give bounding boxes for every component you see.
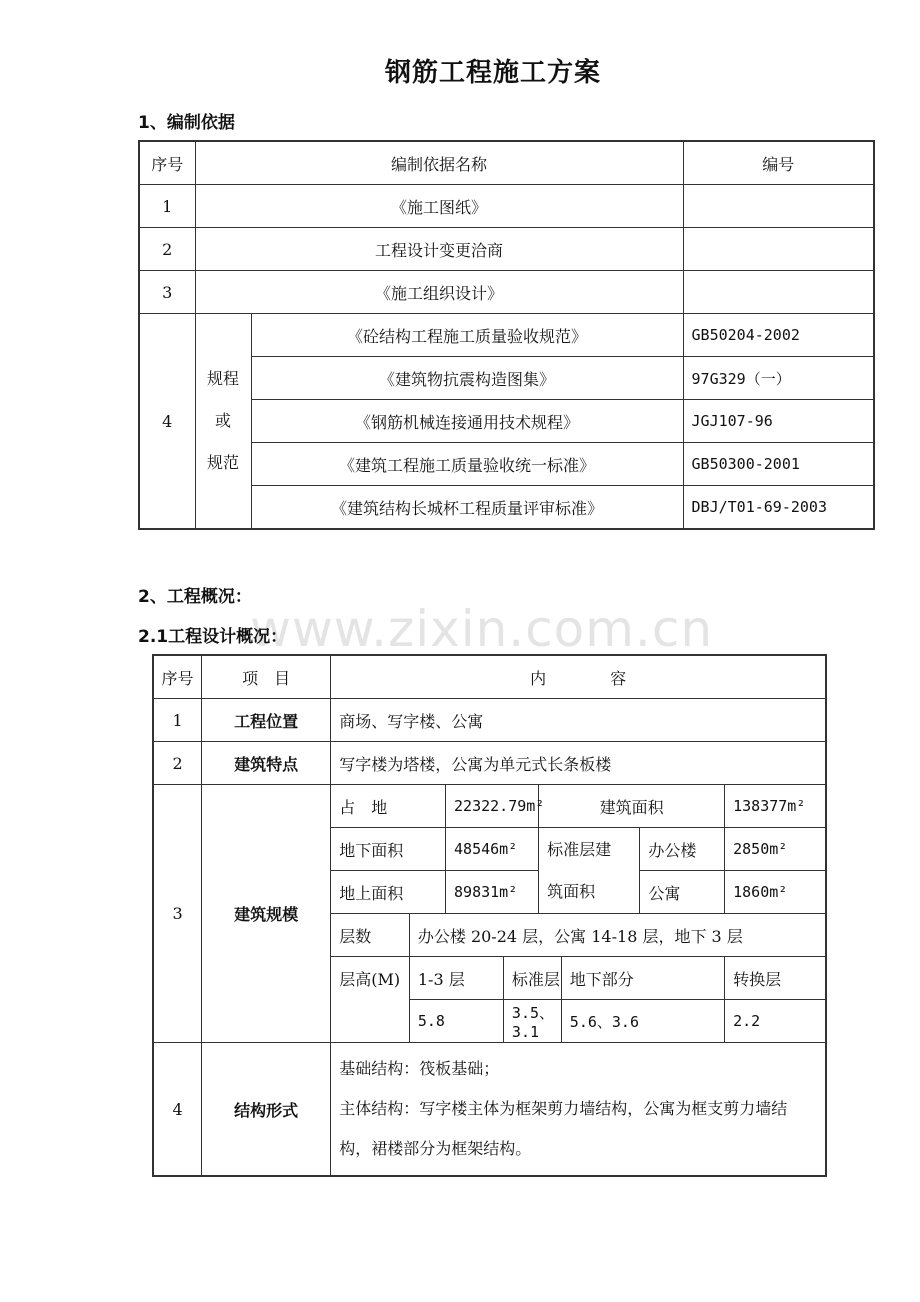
table-row: [153, 1043, 826, 1177]
above-ground-area-value: 89831m²: [446, 871, 539, 914]
row-name: 《钢筋机械连接通用技术规程》: [251, 400, 683, 443]
row-name: 《施工图纸》: [195, 185, 683, 228]
apartment-label: 公寓: [640, 871, 725, 914]
row-content: 写字楼为塔楼，公寓为单元式长条板楼: [331, 742, 826, 785]
floor-height-label: 层高(M): [331, 957, 410, 1043]
office-value: 2850m²: [725, 828, 826, 871]
group-label: [195, 314, 251, 530]
section-2-heading: 2、工程概况：: [138, 587, 252, 607]
row-item: 建筑规模: [202, 785, 331, 1043]
office-label: 办公楼: [640, 828, 725, 871]
row-no: 1: [139, 185, 195, 228]
table-row: [153, 699, 826, 742]
table-row: [139, 185, 874, 228]
row-code: [683, 185, 874, 228]
underground-area-label: 地下面积: [331, 828, 446, 871]
floors-value: 办公楼 20-24 层，公寓 14-18 层，地下 3 层: [409, 914, 826, 957]
table-header-row: [139, 141, 874, 185]
above-ground-area-label: 地上面积: [331, 871, 446, 914]
header-item: 项 目: [202, 655, 331, 699]
group-label-line: 或: [214, 411, 231, 430]
watermark: www.zixin.com.cn: [250, 600, 714, 658]
row-code: JGJ107-96: [683, 400, 874, 443]
site-area-label: 占 地: [331, 785, 446, 828]
row-code: DBJ/T01-69-2003: [683, 486, 874, 530]
standard-floor-label-line: 筑面积: [547, 881, 596, 901]
row-code: 97G329（一）: [683, 357, 874, 400]
row-name: 《建筑工程施工质量验收统一标准》: [251, 443, 683, 486]
header-no: 序号: [139, 141, 195, 185]
row-item: 工程位置: [202, 699, 331, 742]
row-name: 《建筑物抗震构造图集》: [251, 357, 683, 400]
row-item: 结构形式: [202, 1043, 331, 1177]
header-name: 编制依据名称: [195, 141, 683, 185]
table-row: [153, 742, 826, 785]
gfa-value: 138377m²: [725, 785, 826, 828]
table-row: [153, 785, 826, 828]
floor-height-value: 5.6、3.6: [561, 1000, 724, 1043]
apartment-value: 1860m²: [725, 871, 826, 914]
row-no: 2: [153, 742, 202, 785]
row-name: 《施工组织设计》: [195, 271, 683, 314]
row-no: 2: [139, 228, 195, 271]
row-code: GB50204-2002: [683, 314, 874, 357]
floors-label: 层数: [331, 914, 410, 957]
floor-height-header: 1-3 层: [409, 957, 503, 1000]
floor-height-value: 2.2: [725, 1000, 826, 1043]
row-no: 3: [139, 271, 195, 314]
standard-floor-label-line: 标准层建: [547, 839, 612, 859]
basis-table: [138, 140, 875, 530]
table-row: [139, 271, 874, 314]
group-label-line: 规程: [206, 369, 239, 388]
site-area-value: 22322.79m²: [446, 785, 539, 828]
underground-area-value: 48546m²: [446, 828, 539, 871]
row-code: [683, 228, 874, 271]
structure-line: 基础结构：筏板基础；: [339, 1059, 500, 1078]
structure-content: [331, 1043, 826, 1177]
design-overview-table: [152, 654, 827, 1177]
header-code: 编号: [683, 141, 874, 185]
row-no: 1: [153, 699, 202, 742]
table-row: [139, 228, 874, 271]
table-header-row: [153, 655, 826, 699]
row-code: GB50300-2001: [683, 443, 874, 486]
group-no: 4: [139, 314, 195, 530]
row-no: 3: [153, 785, 202, 1043]
section-2-1-heading: 2.1工程设计概况：: [138, 627, 288, 647]
table-row: [139, 314, 874, 357]
gfa-label: 建筑面积: [539, 785, 725, 828]
row-name: 《建筑结构长城杯工程质量评审标准》: [251, 486, 683, 530]
row-name: 《砼结构工程施工质量验收规范》: [251, 314, 683, 357]
row-name: 工程设计变更洽商: [195, 228, 683, 271]
header-no: 序号: [153, 655, 202, 699]
page-title: 钢筋工程施工方案: [384, 58, 601, 88]
floor-height-value: 5.8: [409, 1000, 503, 1043]
floor-height-header: 标准层: [503, 957, 561, 1000]
row-item: 建筑特点: [202, 742, 331, 785]
row-content: 商场、写字楼、公寓: [331, 699, 826, 742]
row-no: 4: [153, 1043, 202, 1177]
standard-floor-label: [539, 828, 640, 914]
structure-line: 主体结构：写字楼主体为框架剪力墙结构，公寓为框支剪力墙结构，裙楼部分为框架结构。: [339, 1099, 788, 1158]
floor-height-value: 3.5、3.1: [503, 1000, 561, 1043]
floor-height-header: 转换层: [725, 957, 826, 1000]
header-content: 内 容: [331, 655, 826, 699]
section-1-heading: 1、编制依据: [138, 113, 235, 133]
group-label-line: 规范: [206, 453, 239, 472]
row-code: [683, 271, 874, 314]
floor-height-header: 地下部分: [561, 957, 724, 1000]
